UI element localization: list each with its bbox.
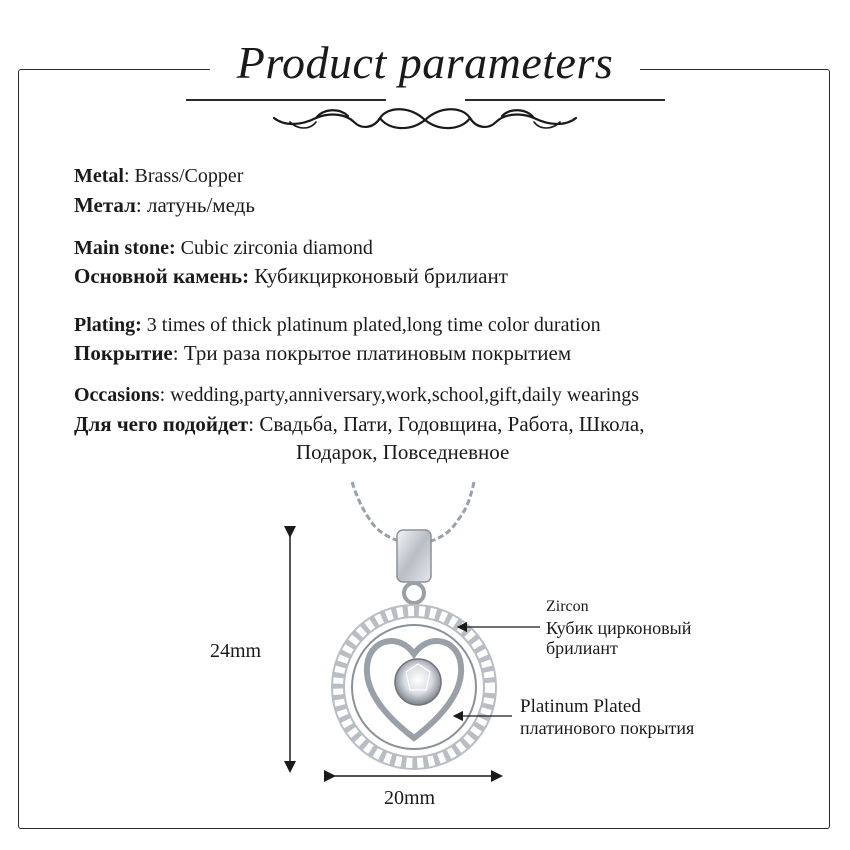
- stone-en: Main stone: Cubic zirconia diamond: [74, 237, 373, 259]
- metal-ru: Метал: латунь/медь: [74, 193, 255, 217]
- zircon-label-ru-2: брилиант: [546, 638, 618, 658]
- plating-en: Plating: 3 times of thick platinum plated,long time color duration: [74, 314, 601, 336]
- metal-en: Metal: Brass/Copper: [74, 165, 244, 187]
- jump-ring: [404, 583, 424, 603]
- page-title: Product parameters: [236, 37, 614, 88]
- occasions-en: Occasions: wedding,party,anniversary,work,school,gift,daily wearings: [74, 384, 640, 406]
- plating-ru: Покрытие: Три раза покрытое платиновым покрытием: [74, 341, 572, 365]
- width-label: 20mm: [384, 787, 436, 809]
- center-stone: [395, 659, 441, 705]
- bail: [397, 530, 431, 582]
- height-label: 24mm: [210, 640, 262, 662]
- zircon-label-ru-1: Кубик цирконовый: [546, 618, 692, 638]
- plated-label: Platinum Plated: [520, 696, 641, 717]
- occasions-ru: Для чего подойдет: Свадьба, Пати, Годовщина, Работа, Школа,: [74, 412, 645, 436]
- occasions-ru-cont: Подарок, Повседневное: [296, 440, 510, 464]
- stone-ru: Основной камень: Кубикцирконовый брилиант: [74, 264, 508, 288]
- zircon-label: Zircon: [546, 598, 589, 615]
- plated-label-ru: платинового покрытия: [520, 718, 695, 738]
